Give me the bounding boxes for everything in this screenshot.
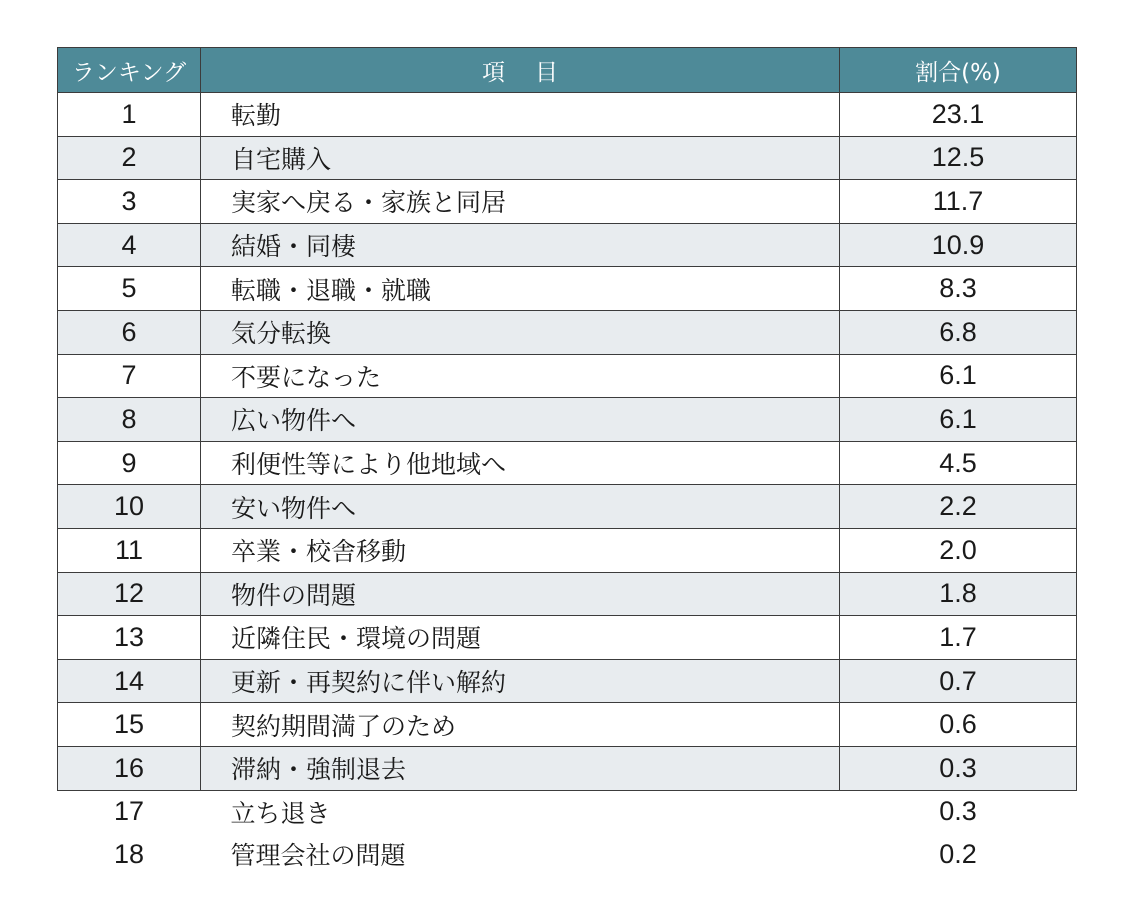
table-row bbox=[58, 528, 1077, 572]
table-row bbox=[58, 93, 1077, 137]
row-item: 自宅購入 bbox=[201, 136, 840, 180]
row-rank: 8 bbox=[58, 398, 201, 442]
row-percentage: 6.1 bbox=[840, 398, 1077, 442]
table-row bbox=[58, 746, 1077, 790]
row-rank: 7 bbox=[58, 354, 201, 398]
row-rank: 14 bbox=[58, 659, 201, 703]
table-body bbox=[58, 93, 1077, 876]
table-row bbox=[58, 180, 1077, 224]
row-item: 更新・再契約に伴い解約 bbox=[201, 659, 840, 703]
row-item: 実家へ戻る・家族と同居 bbox=[201, 180, 840, 224]
row-rank: 12 bbox=[58, 572, 201, 616]
row-percentage: 11.7 bbox=[840, 180, 1077, 224]
row-rank: 3 bbox=[58, 180, 201, 224]
table-row bbox=[58, 703, 1077, 747]
row-percentage: 1.8 bbox=[840, 572, 1077, 616]
table-row bbox=[58, 267, 1077, 311]
row-item: 安い物件へ bbox=[201, 485, 840, 529]
header-percentage: 割合(%) bbox=[840, 48, 1077, 93]
row-percentage: 12.5 bbox=[840, 136, 1077, 180]
row-item: 卒業・校舎移動 bbox=[201, 528, 840, 572]
row-item: 結婚・同棲 bbox=[201, 223, 840, 267]
table-row bbox=[58, 354, 1077, 398]
row-percentage: 23.1 bbox=[840, 93, 1077, 137]
table-row bbox=[58, 441, 1077, 485]
row-item: 近隣住民・環境の問題 bbox=[201, 616, 840, 660]
row-item: 滞納・強制退去 bbox=[201, 746, 840, 790]
table-row bbox=[58, 572, 1077, 616]
row-percentage: 6.1 bbox=[840, 354, 1077, 398]
header-row bbox=[58, 48, 1077, 93]
row-percentage: 8.3 bbox=[840, 267, 1077, 311]
ranking-table bbox=[57, 47, 1077, 876]
row-item: 物件の問題 bbox=[201, 572, 840, 616]
row-rank: 11 bbox=[58, 528, 201, 572]
row-item: 管理会社の問題 bbox=[201, 833, 840, 876]
table-row bbox=[58, 833, 1077, 876]
row-percentage: 6.8 bbox=[840, 310, 1077, 354]
row-item: 転勤 bbox=[201, 93, 840, 137]
table-header bbox=[58, 48, 1077, 93]
row-rank: 4 bbox=[58, 223, 201, 267]
row-rank: 2 bbox=[58, 136, 201, 180]
row-item: 気分転換 bbox=[201, 310, 840, 354]
row-rank: 5 bbox=[58, 267, 201, 311]
row-item: 契約期間満了のため bbox=[201, 703, 840, 747]
row-rank: 13 bbox=[58, 616, 201, 660]
table-row bbox=[58, 485, 1077, 529]
row-rank: 16 bbox=[58, 746, 201, 790]
table-row bbox=[58, 310, 1077, 354]
table-row bbox=[58, 223, 1077, 267]
row-percentage: 4.5 bbox=[840, 441, 1077, 485]
table-row bbox=[58, 136, 1077, 180]
header-item: 項目 bbox=[201, 48, 840, 93]
table-row bbox=[58, 659, 1077, 703]
row-rank: 1 bbox=[58, 93, 201, 137]
row-item: 広い物件へ bbox=[201, 398, 840, 442]
header-rank: ランキング bbox=[58, 48, 201, 93]
row-rank: 9 bbox=[58, 441, 201, 485]
table-row bbox=[58, 790, 1077, 833]
row-percentage: 2.0 bbox=[840, 528, 1077, 572]
row-rank: 17 bbox=[58, 790, 201, 833]
row-percentage: 0.3 bbox=[840, 746, 1077, 790]
row-rank: 15 bbox=[58, 703, 201, 747]
ranking-table-container bbox=[57, 47, 1076, 876]
row-percentage: 2.2 bbox=[840, 485, 1077, 529]
row-percentage: 0.7 bbox=[840, 659, 1077, 703]
row-item: 立ち退き bbox=[201, 790, 840, 833]
row-rank: 6 bbox=[58, 310, 201, 354]
table-row bbox=[58, 616, 1077, 660]
row-item: 不要になった bbox=[201, 354, 840, 398]
row-item: 転職・退職・就職 bbox=[201, 267, 840, 311]
row-percentage: 0.2 bbox=[840, 833, 1077, 876]
row-rank: 18 bbox=[58, 833, 201, 876]
table-row bbox=[58, 398, 1077, 442]
row-percentage: 0.3 bbox=[840, 790, 1077, 833]
row-percentage: 10.9 bbox=[840, 223, 1077, 267]
row-percentage: 1.7 bbox=[840, 616, 1077, 660]
row-percentage: 0.6 bbox=[840, 703, 1077, 747]
row-item: 利便性等により他地域へ bbox=[201, 441, 840, 485]
row-rank: 10 bbox=[58, 485, 201, 529]
